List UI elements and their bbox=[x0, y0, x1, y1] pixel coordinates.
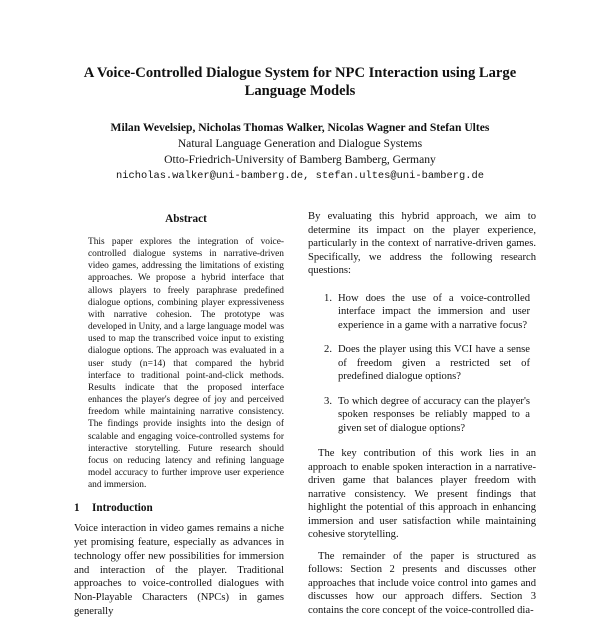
question-text: To which degree of accuracy can the player's spoken responses be reliably mapped to a given set of dialogue options? bbox=[338, 395, 530, 434]
remainder-paragraph: The remainder of the paper is structured as follows: Section 2 presents and discusses other approaches that include voice control into games and discusses how our approach differs. Section 3 contains the core concept of the voice-controlled dia- bbox=[308, 550, 536, 616]
research-question-3 bbox=[308, 395, 536, 436]
research-questions bbox=[308, 292, 536, 436]
abstract-section bbox=[88, 212, 284, 491]
introduction-text: Voice interaction in video games remains a niche yet promising feature, especially as advances in technology offer new possibilities for immersion and interaction of the player. Traditional approaches to voice-controlled dialogues with Non-Playable Characters (NPCs) in games generally bbox=[74, 523, 284, 618]
contribution-paragraph: The key contribution of this work lies in an approach to enable spoken interaction in a narrative-driven game that balances player freedom with narrative consistency. We present findings that highlight the potential of this approach in enhancing immersion and user satisfaction while maintaining cohesive storytelling. bbox=[308, 448, 536, 540]
section-number: 1 bbox=[74, 502, 80, 515]
introduction-heading bbox=[74, 501, 284, 515]
question-text: How does the use of a voice-controlled interface impact the immersion and user experience in a game with a narrative focus? bbox=[338, 292, 530, 331]
author-block bbox=[40, 120, 560, 184]
abstract-text: This paper explores the integration of voice-controlled dialogue systems in narrative-driven video games, addressing the limitations of existing approaches. We propose a hybrid interface that allows players to freely paraphrase predefined dialogue options, combining player expressiveness with narrative cohesion. The prototype was developed in Unity, and a large language model was used to map the transcribed voice input to existing dialogue options. The approach was evaluated in a user study (n=14) that compared the hybrid interface to traditional point-and-click methods. Results indicate that the proposed interface enhances the player's degree of joy and perceived freedom while maintaining narrative consistency. The findings provide insights into the design of scalable and engaging voice-controlled systems for interactive storytelling. Future research should focus on reducing latency and refining language model accuracy to further improve user experience and immersion. bbox=[88, 237, 284, 491]
abstract-heading: Abstract bbox=[165, 213, 207, 225]
question-text: Does the player using this VCI have a sense of freedom given a restricted set of predefined dialogue options? bbox=[338, 344, 530, 382]
author-affiliation: Otto-Friedrich-University of Bamberg Bamberg, Germany bbox=[164, 153, 436, 166]
question-number: 2. bbox=[324, 344, 332, 355]
author-emails: nicholas.walker@uni-bamberg.de, stefan.ultes@uni-bamberg.de bbox=[116, 170, 484, 182]
author-group: Natural Language Generation and Dialogue Systems bbox=[177, 137, 423, 150]
introduction-section bbox=[74, 501, 284, 619]
section-title: Introduction bbox=[92, 502, 153, 515]
research-question-1 bbox=[308, 292, 536, 333]
right-column bbox=[308, 210, 536, 617]
left-column bbox=[74, 210, 284, 619]
title-line-2: Language Models bbox=[244, 83, 356, 99]
question-number: 1. bbox=[324, 292, 332, 304]
title-line-1: A Voice-Controlled Dialogue System for NPC Interaction using Large bbox=[83, 65, 517, 81]
research-question-2 bbox=[308, 343, 536, 384]
intro-paragraph: By evaluating this hybrid approach, we aim to determine its impact on the player experience, particularly in the context of narrative-driven games. Specifically, we address the following research questions: bbox=[308, 211, 536, 276]
question-number: 3. bbox=[324, 395, 332, 407]
author-names: Milan Wevelsiep, Nicholas Thomas Walker, Nicolas Wagner and Stefan Ultes bbox=[110, 121, 490, 134]
paper-title bbox=[60, 64, 540, 100]
